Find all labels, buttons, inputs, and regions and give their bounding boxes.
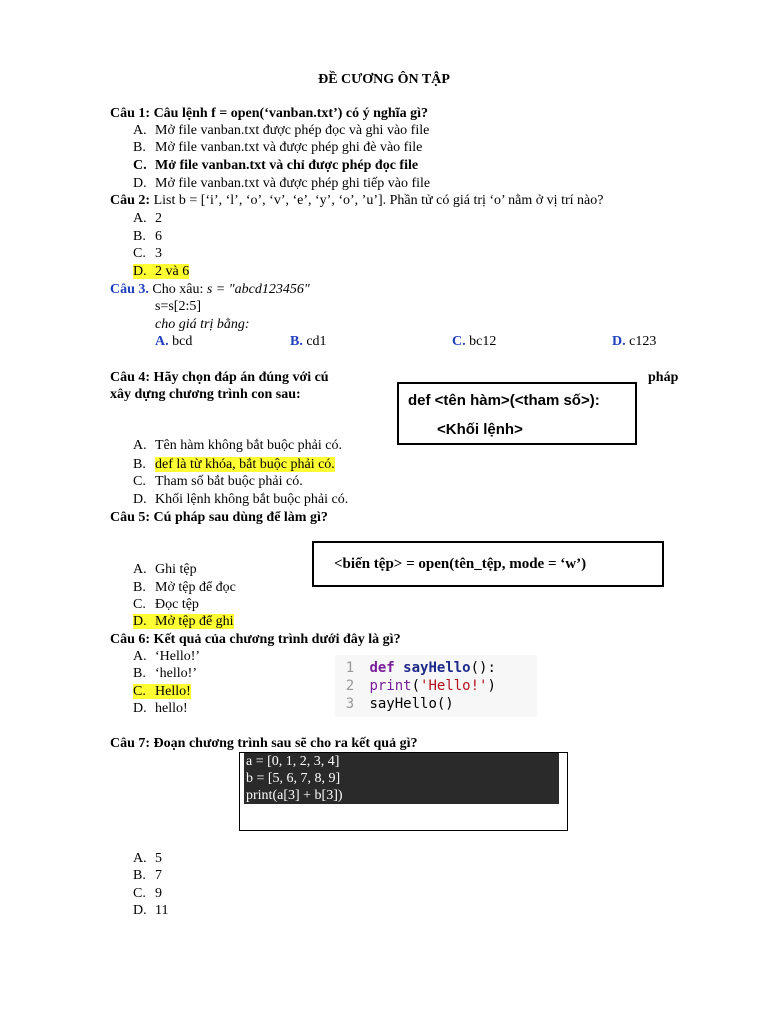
option-letter: A.: [133, 438, 147, 453]
option-text: Mở tệp để ghi: [155, 614, 234, 629]
question-3: [110, 281, 310, 298]
option-text: Khối lệnh không bắt buộc phải có.: [155, 492, 349, 507]
option-letter: C.: [133, 246, 146, 261]
q3-option-d: [612, 333, 656, 350]
q5-option-a: [133, 561, 197, 578]
option-letter: A.: [133, 562, 147, 577]
option-text: 7: [155, 868, 162, 883]
option-letter: C.: [133, 158, 147, 173]
print-keyword: print: [369, 678, 412, 694]
python-code-block: [335, 655, 537, 717]
option-text: ‘hello!’: [155, 666, 197, 681]
q7-option-a: [133, 850, 162, 867]
syntax-box: [397, 382, 637, 445]
option-letter: D.: [133, 701, 147, 716]
option-letter: A.: [133, 211, 147, 226]
question-2-text: List b = [‘i’, ‘l’, ‘o’, ‘v’, ‘e’, ‘y’, ‘o’, ’u’]. Phần tử có giá trị ‘o’ nằm ở vị trí nào?: [153, 193, 604, 208]
option-text: Hello!: [155, 684, 191, 699]
option-letter: D.: [133, 176, 147, 191]
option-letter: B.: [133, 140, 146, 155]
q4-option-b: [133, 456, 335, 473]
option-text: 9: [155, 886, 162, 901]
option-letter: B.: [133, 580, 146, 595]
option-letter: D.: [612, 334, 626, 349]
option-letter: D.: [133, 264, 147, 279]
option-letter: C.: [452, 334, 466, 349]
question-4-text-line1-end: pháp: [648, 370, 679, 385]
option-text: Tên hàm không bắt buộc phải có.: [155, 438, 343, 453]
q5-option-d: [133, 613, 234, 630]
code-line-b: b = [5, 6, 7, 8, 9]: [246, 771, 341, 786]
q1-option-c: [133, 157, 418, 174]
code-line-3: [339, 695, 454, 713]
option-text: 5: [155, 851, 162, 866]
option-letter: A.: [133, 649, 147, 664]
option-text: 2: [155, 211, 162, 226]
option-letter: C.: [133, 597, 146, 612]
option-text: 3: [155, 246, 162, 261]
open-paren: (: [411, 678, 421, 694]
q2-option-c: [133, 245, 162, 262]
code-line-2: [339, 677, 496, 695]
syntax-line-1: def <tên hàm>(<tham số>):: [408, 392, 600, 409]
q7-option-c: [133, 885, 162, 902]
option-text: 2 và 6: [155, 264, 190, 279]
question-1: [110, 105, 428, 122]
q3-option-c: [452, 333, 496, 350]
option-text: bcd: [172, 334, 193, 349]
option-text: bc12: [469, 334, 497, 349]
option-letter: D.: [133, 903, 147, 918]
dark-code-block: [244, 753, 559, 804]
open-syntax-text: <biến tệp> = open(tên_tệp, mode = ‘w’): [334, 556, 587, 572]
q2-option-a: [133, 210, 162, 227]
code-line-print: print(a[3] + b[3]): [246, 788, 343, 803]
q2-option-d: [133, 263, 189, 280]
def-keyword: def: [369, 660, 395, 676]
code-frame: [239, 752, 568, 831]
question-3-intro: Cho xâu:: [152, 282, 204, 297]
paren-colon: ():: [470, 660, 496, 676]
question-2-label: Câu 2:: [110, 193, 151, 208]
q6-option-a: [133, 648, 200, 665]
q5-option-b: [133, 579, 236, 596]
code-line-a: a = [0, 1, 2, 3, 4]: [246, 754, 340, 769]
option-letter: B.: [133, 868, 146, 883]
question-3-string: s = "abcd123456": [206, 282, 310, 297]
option-letter: D.: [133, 614, 147, 629]
close-paren: ): [487, 678, 496, 694]
q7-option-b: [133, 867, 162, 884]
option-text: Mở file vanban.txt được phép đọc và ghi vào file: [155, 123, 430, 138]
question-1-label: Câu 1:: [110, 106, 151, 121]
option-letter: C.: [133, 886, 146, 901]
open-syntax-box: [312, 541, 664, 587]
q2-option-b: [133, 228, 162, 245]
page-title: ĐỀ CƯƠNG ÔN TẬP: [318, 72, 450, 87]
option-text: hello!: [155, 701, 188, 716]
syntax-line-2: <Khối lệnh>: [437, 421, 523, 438]
q4-option-d: [133, 491, 348, 508]
option-text: ‘Hello!’: [155, 649, 201, 664]
question-3-label: Câu 3.: [110, 282, 149, 297]
option-text: Tham số bắt buộc phải có.: [155, 474, 303, 489]
option-text: 11: [155, 903, 169, 918]
option-letter: B.: [133, 666, 146, 681]
option-letter: B.: [133, 229, 146, 244]
option-letter: A.: [133, 851, 147, 866]
line-number: 1: [345, 660, 355, 676]
q1-option-a: [133, 122, 429, 139]
question-2: [110, 192, 603, 209]
option-letter: C.: [133, 684, 146, 699]
string-literal: 'Hello!': [420, 678, 488, 694]
question-6-text: Câu 6: Kết quả của chương trình dưới đây là gì?: [110, 632, 401, 647]
function-name: sayHello: [403, 660, 471, 676]
line-number: 2: [345, 678, 355, 694]
option-letter: A.: [133, 123, 147, 138]
option-text: c123: [629, 334, 657, 349]
question-3-prompt: cho giá trị bằng:: [155, 317, 250, 332]
question-3-code: s=s[2:5]: [155, 299, 202, 314]
q4-option-a: [133, 437, 342, 454]
q3-option-b: [290, 333, 327, 350]
q3-option-a: [155, 333, 192, 350]
line-number: 3: [345, 696, 355, 712]
question-7-text: Câu 7: Đoạn chương trình sau sẽ cho ra kết quả gì?: [110, 736, 418, 751]
option-text: Ghi tệp: [155, 562, 197, 577]
question-4-text-line1: Câu 4: Hãy chọn đáp án đúng với cú: [110, 370, 329, 385]
code-line-1: [339, 659, 496, 677]
option-letter: D.: [133, 492, 147, 507]
q1-option-b: [133, 139, 422, 156]
q1-option-d: [133, 175, 430, 192]
q6-option-d: [133, 700, 188, 717]
question-4-text-line2: xây dựng chương trình con sau:: [110, 387, 301, 402]
option-text: Mở tệp để đọc: [155, 580, 236, 595]
q6-option-b: [133, 665, 197, 682]
option-letter: B.: [133, 457, 146, 472]
option-text: Mở file vanban.txt và chỉ được phép đọc file: [155, 158, 419, 173]
q5-option-c: [133, 596, 199, 613]
question-1-text: Câu lệnh f = open(‘vanban.txt’) có ý nghĩa gì?: [153, 106, 428, 121]
option-text: cd1: [306, 334, 327, 349]
option-text: def là từ khóa, bắt buộc phải có.: [155, 457, 335, 472]
q6-option-c: [133, 683, 191, 700]
option-text: Mở file vanban.txt và được phép ghi đè vào file: [155, 140, 423, 155]
option-letter: B.: [290, 334, 303, 349]
option-letter: A.: [155, 334, 169, 349]
option-text: Đọc tệp: [155, 597, 199, 612]
q7-option-d: [133, 902, 168, 919]
option-letter: C.: [133, 474, 146, 489]
q4-option-c: [133, 473, 303, 490]
option-text: Mở file vanban.txt và được phép ghi tiếp vào file: [155, 176, 431, 191]
function-call: sayHello(): [369, 696, 454, 712]
option-text: 6: [155, 229, 162, 244]
question-5-text: Câu 5: Cú pháp sau dùng để làm gì?: [110, 510, 328, 525]
